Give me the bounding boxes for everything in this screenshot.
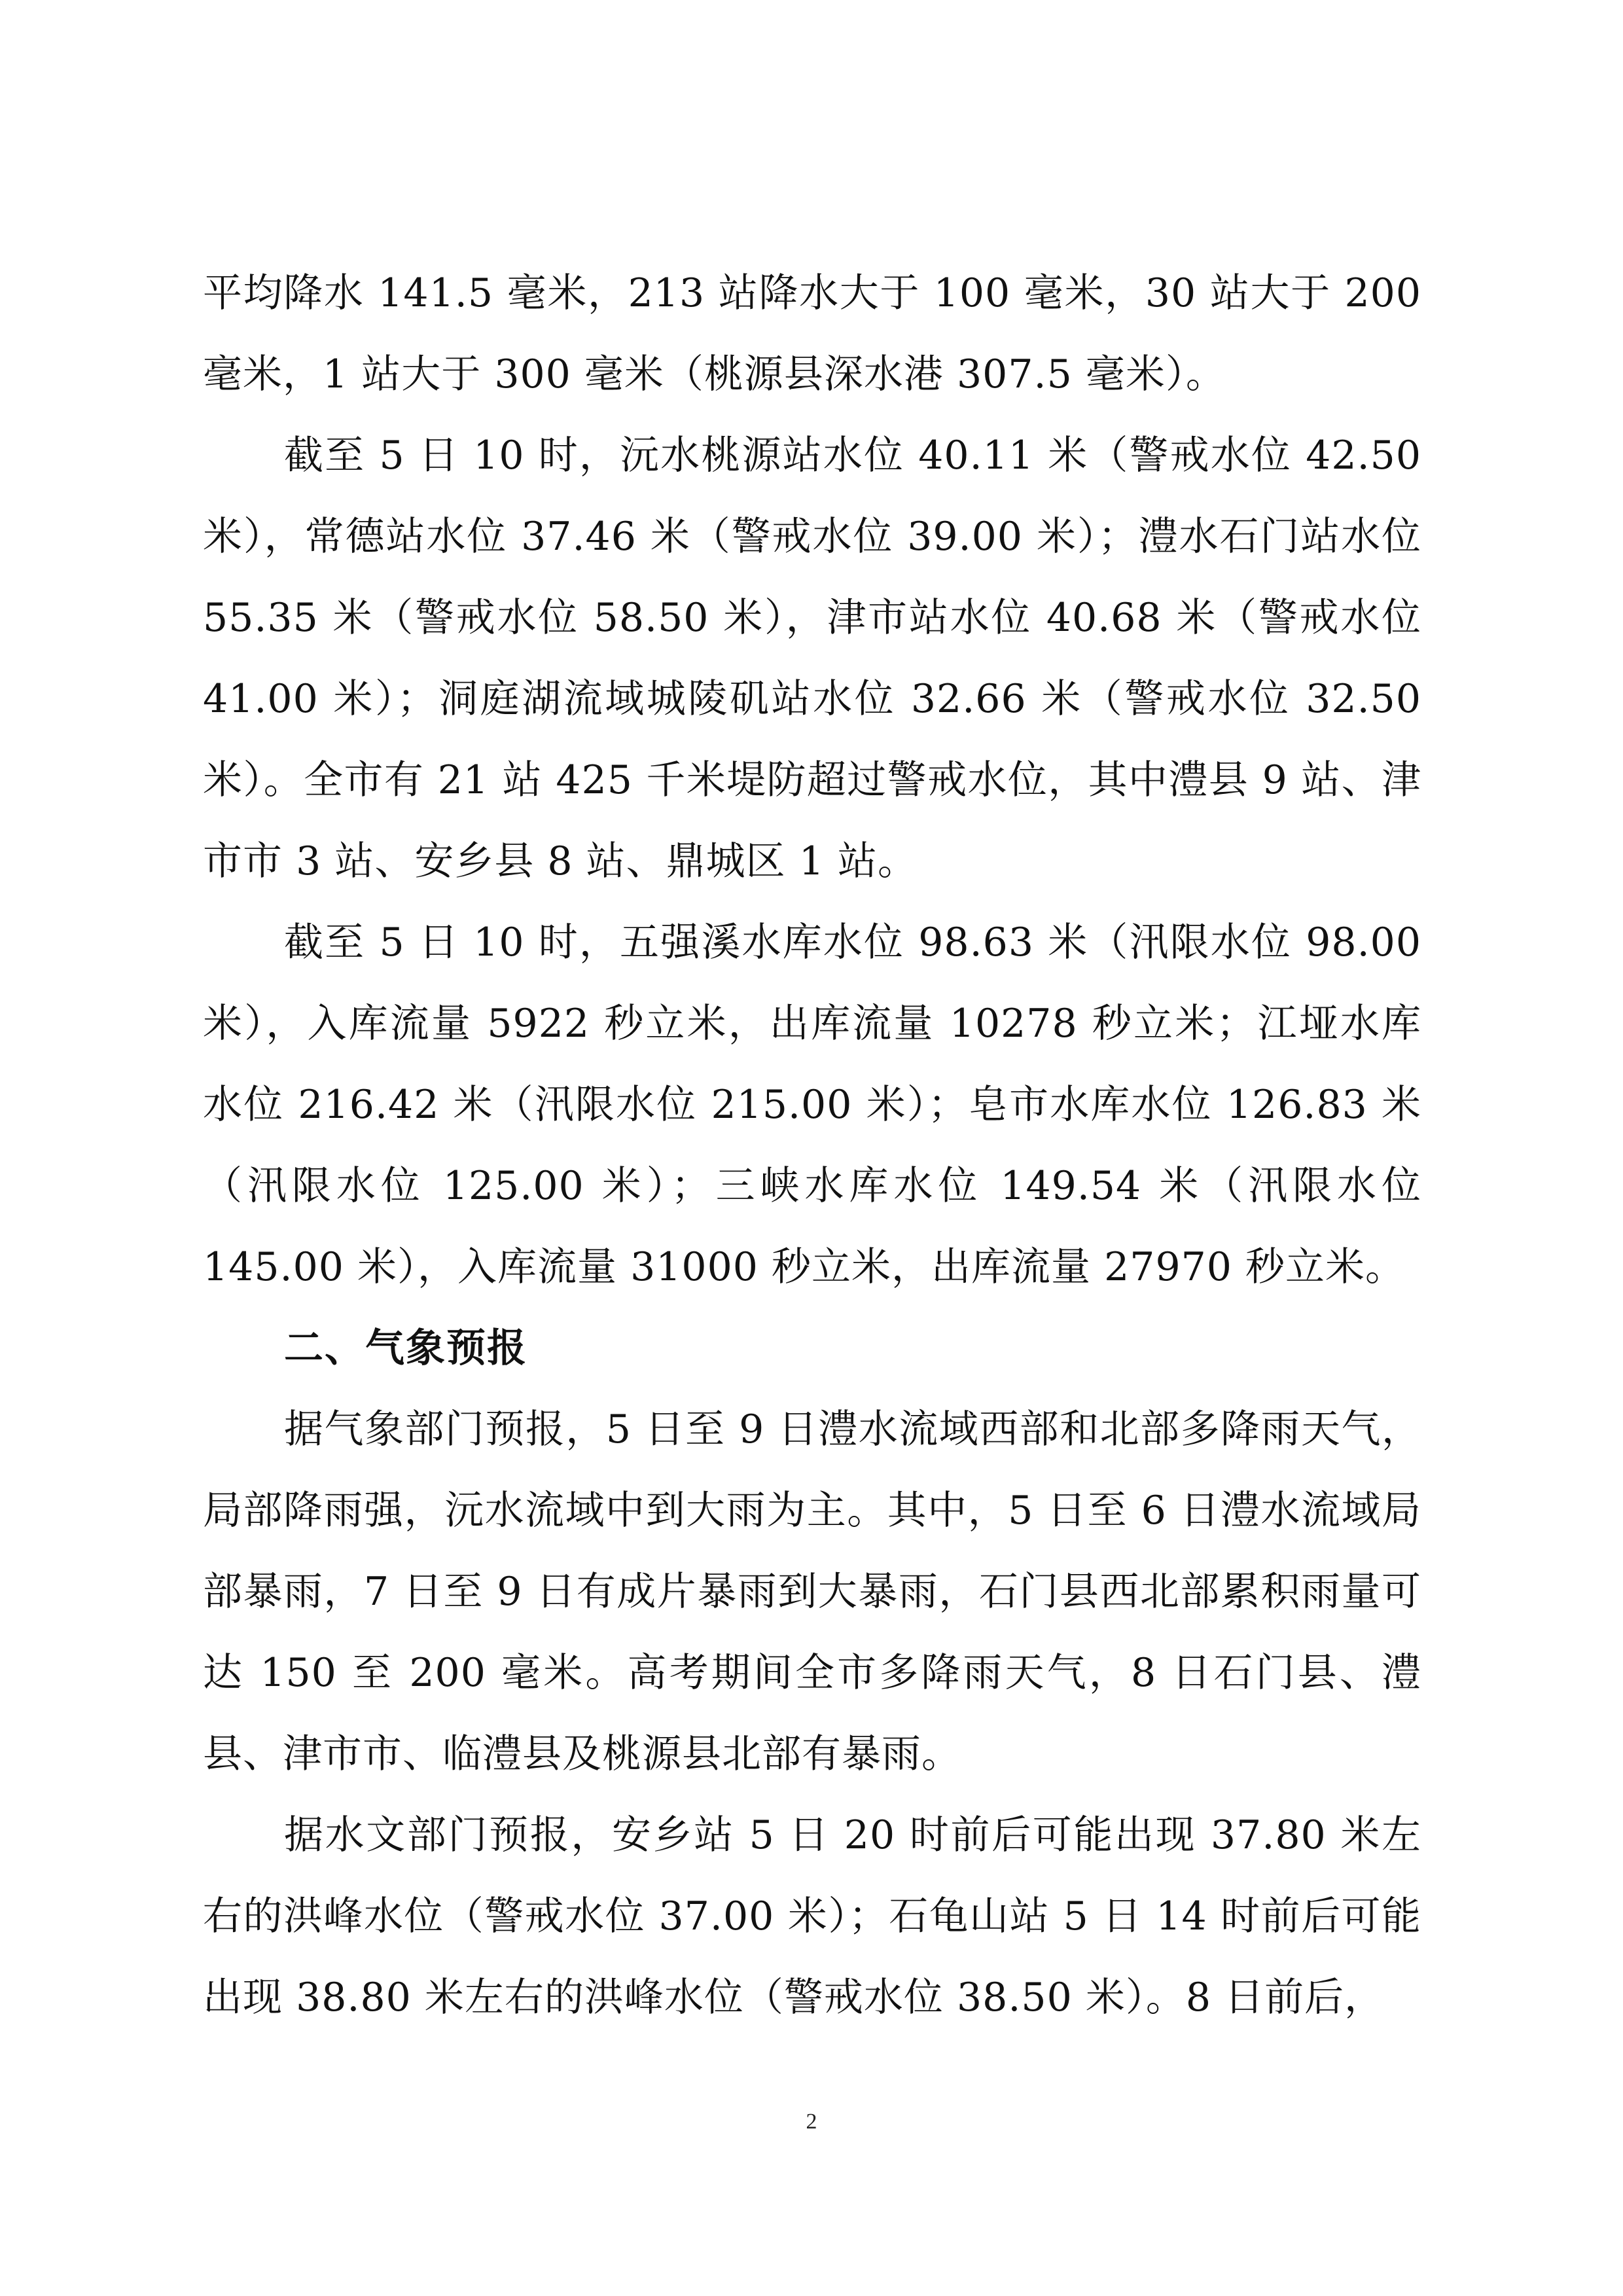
paragraph-weather-forecast: 据气象部门预报，5 日至 9 日澧水流域西部和北部多降雨天气，局部降雨强，沅水流域中到大雨为主。其中，5 日至 6 日澧水流域局部暴雨，7 日至 9 日有成片暴雨到大暴雨，石门县西北部累积雨量可达 150 至 200 毫米。高考期间全市多降雨天气，8 日石门县、澧县、津市市、临澧县及桃源县北部有暴雨。	[203, 1407, 1421, 1777]
paragraph-hydrology-forecast: 据水文部门预报，安乡站 5 日 20 时前后可能出现 37.80 米左右的洪峰水位（警戒水位 37.00 米）；石龟山站 5 日 14 时前后可能出现 38.80 米左右的洪峰水位（警戒水位 38.50 米）。8 日前后，	[203, 1812, 1421, 2020]
paragraph-rainfall-summary: 平均降水 141.5 毫米，213 站降水大于 100 毫米，30 站大于 200 毫米，1 站大于 300 毫米（桃源县深水港 307.5 毫米）。	[203, 270, 1421, 397]
paragraph-reservoir-levels: 截至 5 日 10 时，五强溪水库水位 98.63 米（汛限水位 98.00 米），入库流量 5922 秒立米，出库流量 10278 秒立米；江垭水库水位 216.42 米（汛限水位 215.00 米）；皂市水库水位 126.83 米（汛限水位 125.00 米）；三峡水库水位 149.54 米（汛限水位 145.00 米），入库流量 31000 秒立米，出库流量 27970 秒立米。	[203, 920, 1421, 1290]
paragraph-river-water-levels: 截至 5 日 10 时，沅水桃源站水位 40.11 米（警戒水位 42.50 米），常德站水位 37.46 米（警戒水位 39.00 米）；澧水石门站水位 55.35 米（警戒水位 58.50 米），津市站水位 40.68 米（警戒水位 41.00 米）；洞庭湖流域城陵矶站水位 32.66 米（警戒水位 32.50 米）。全市有 21 站 425 千米堤防超过警戒水位，其中澧县 9 站、津市市 3 站、安乡县 8 站、鼎城区 1 站。	[203, 433, 1421, 884]
page-number: 2	[806, 2109, 817, 2134]
section-heading-weather-forecast: 二、气象预报	[284, 1325, 527, 1371]
document-body	[203, 253, 1421, 2038]
